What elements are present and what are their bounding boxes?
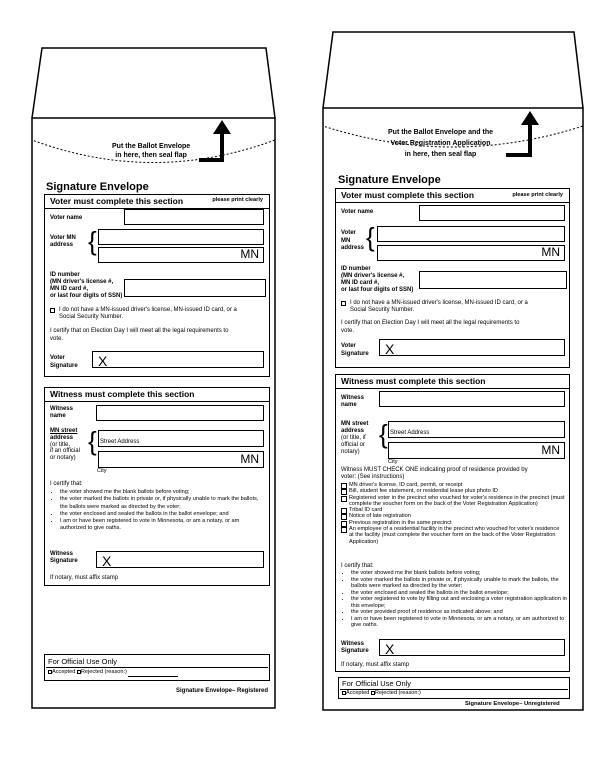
street-caption: Street Address [100, 439, 140, 445]
proof-options [341, 482, 565, 545]
witness-name-label: Witness name [341, 395, 364, 408]
witness-signature-label: Witness Signature [50, 551, 78, 564]
mn-prefill: MN [541, 443, 560, 457]
city-caption: City [388, 459, 398, 465]
witness-certify-intro: I certify that: [50, 481, 83, 487]
certify-item: • the voter enclosed and sealed the ballots in the ballot envelope; and [60, 511, 275, 518]
mn-prefill: MN [541, 245, 560, 259]
voter-address-line1[interactable] [377, 226, 565, 242]
id-number-label: ID number (MN driver's license #, MN ID card #, or last four digits of SSN) [341, 266, 414, 293]
proof-option[interactable]: Registered voter in the precinct who vouched for voter's residence in the precinct (must complete the voucher form on the back of the Voter Registration Application) [341, 495, 565, 508]
print-note: please print clearly [212, 197, 263, 203]
voter-name-label: Voter name [50, 215, 83, 221]
witness-name-field[interactable] [379, 391, 565, 407]
witness-section-title: Witness must complete this section [336, 375, 569, 389]
voter-signature-field[interactable] [379, 339, 565, 356]
address-brace: { [88, 226, 97, 256]
witness-address-label: MN street address (or title, if official or notary) [341, 421, 369, 455]
certify-item: • the voter marked the ballots in private or, if physically unable to mark the ballots, [60, 496, 275, 503]
voter-section [335, 188, 570, 368]
certify-item: • I am or have been registered to vote in Minnesota, or am a notary, or am authorized to give oaths. [351, 616, 573, 629]
proof-intro: Witness MUST CHECK ONE indicating proof of residence provided by voter: (See instructions) [341, 467, 528, 480]
proof-option[interactable]: Bill, student fee statement, or residential lease plus photo ID [341, 488, 565, 494]
flap-instruction: Put the Ballot Envelope in here, then seal flap [112, 143, 191, 159]
id-number-field[interactable] [419, 271, 567, 289]
certify-item: • the voter enclosed and sealed the ballots in the ballot envelope; [351, 590, 573, 597]
witness-signature-label: Witness Signature [341, 641, 369, 654]
id-number-label: ID number (MN driver's license #, MN ID card #, or last four digits of SSN) [50, 272, 123, 299]
street-caption: Street Address [390, 430, 430, 436]
no-id-text: I do not have a MN-issued driver's license, MN-issued ID card, or a Social Security Number. [59, 307, 237, 320]
witness-certify-list [341, 570, 573, 629]
rejected-checkbox[interactable] [371, 691, 375, 695]
certify-item: • the voter showed me the blank ballots before voting; [351, 570, 573, 577]
certify-item: the ballots were marked as directed by the voter; [60, 503, 181, 510]
no-id-checkbox[interactable] [341, 301, 346, 306]
proof-option[interactable]: MN driver's license, ID card, permit, or receipt [341, 482, 565, 488]
notary-note: If notary, must affix stamp [341, 662, 410, 668]
certify-item: authorized to give oaths. [60, 525, 121, 532]
mn-prefill: MN [240, 452, 259, 466]
print-note: please print clearly [512, 192, 563, 198]
mn-prefill: MN [240, 247, 259, 261]
signature-x-mark: X [385, 641, 395, 657]
voter-certify-text: I certify that on Election Day I will meet all the legal requirements to vote. [50, 328, 229, 342]
voter-section-title: Voter must complete this section [45, 195, 269, 209]
certify-item: • the voter registered to vote by filling out and enclosing a voter registration application in this envelope; [351, 596, 573, 609]
certify-item: • the voter marked the ballots in private or, if physically unable to mark the ballots, the ballots were marked as directed by the voter; [351, 577, 573, 590]
voter-address-label: Voter MN address [341, 230, 365, 251]
signature-x-mark: X [385, 341, 395, 357]
voter-section-title: Voter must complete this section [336, 189, 569, 203]
witness-section [335, 374, 570, 672]
notary-note: If notary, must affix stamp [50, 575, 119, 581]
witness-certify-intro: I certify that: [341, 563, 374, 569]
voter-address-line2[interactable] [377, 245, 565, 261]
flap-instruction: Put the Ballot Envelope and the Voter Registration Application in here, then seal flap [388, 129, 494, 158]
official-title: For Official Use Only [342, 679, 412, 688]
official-options: Accepted Rejected (reason:) [342, 691, 421, 697]
voter-name-field[interactable] [419, 205, 565, 221]
official-use-box [338, 677, 570, 699]
witness-street-field[interactable] [388, 421, 565, 438]
voter-signature-label: Voter Signature [341, 343, 369, 357]
witness-section-title: Witness must complete this section [45, 388, 269, 402]
voter-signature-label: Voter Signature [50, 355, 78, 369]
envelope-footer: Signature Envelope– Registered [176, 688, 269, 694]
voter-name-label: Voter name [341, 209, 374, 215]
voter-certify-text: I certify that on Election Day I will meet all the legal requirements to vote. [341, 320, 520, 334]
official-title: For Official Use Only [48, 657, 118, 666]
address-brace: { [366, 222, 375, 252]
accepted-checkbox[interactable] [342, 691, 346, 695]
proof-option[interactable]: Previous registration in the same precinct [341, 520, 565, 526]
proof-option[interactable]: Notice of late registration [341, 513, 565, 519]
no-id-text: I do not have a MN-issued driver's license, MN-issued ID card, or a Social Security Number. [350, 300, 528, 313]
envelope-footer: Signature Envelope– Unregistered [465, 701, 560, 707]
signature-x-mark: X [98, 353, 108, 369]
proof-option[interactable]: Tribal ID card [341, 507, 565, 513]
witness-signature-field[interactable] [379, 639, 565, 656]
witness-city-field[interactable] [388, 442, 565, 459]
witness-address-label: MN street address (or title, if an official or notary) [50, 428, 80, 462]
certify-item: • the voter showed me the blank ballots before voting; [60, 489, 275, 496]
certify-item: • I am or have been registered to vote in Minnesota, or am a notary, or am [60, 518, 275, 525]
witness-name-label: Witness name [50, 406, 73, 419]
proof-option[interactable]: An employee of a residential facility in the precinct who vouched for voter's residence at the facility (must complete the voucher form on the back of the Voter Registration Application) [341, 526, 565, 545]
city-caption: City [97, 468, 107, 474]
official-options: Accepted Rejected (reason:) [48, 670, 127, 676]
envelope-title: Signature Envelope [338, 174, 441, 186]
certify-item: • the voter provided proof of residence as indicated above; and [351, 609, 573, 616]
address-brace: { [88, 426, 97, 456]
voter-address-label: Voter MN address [50, 235, 76, 248]
envelope-title: Signature Envelope [46, 181, 149, 193]
signature-x-mark: X [102, 553, 112, 569]
address-brace: { [379, 419, 388, 449]
